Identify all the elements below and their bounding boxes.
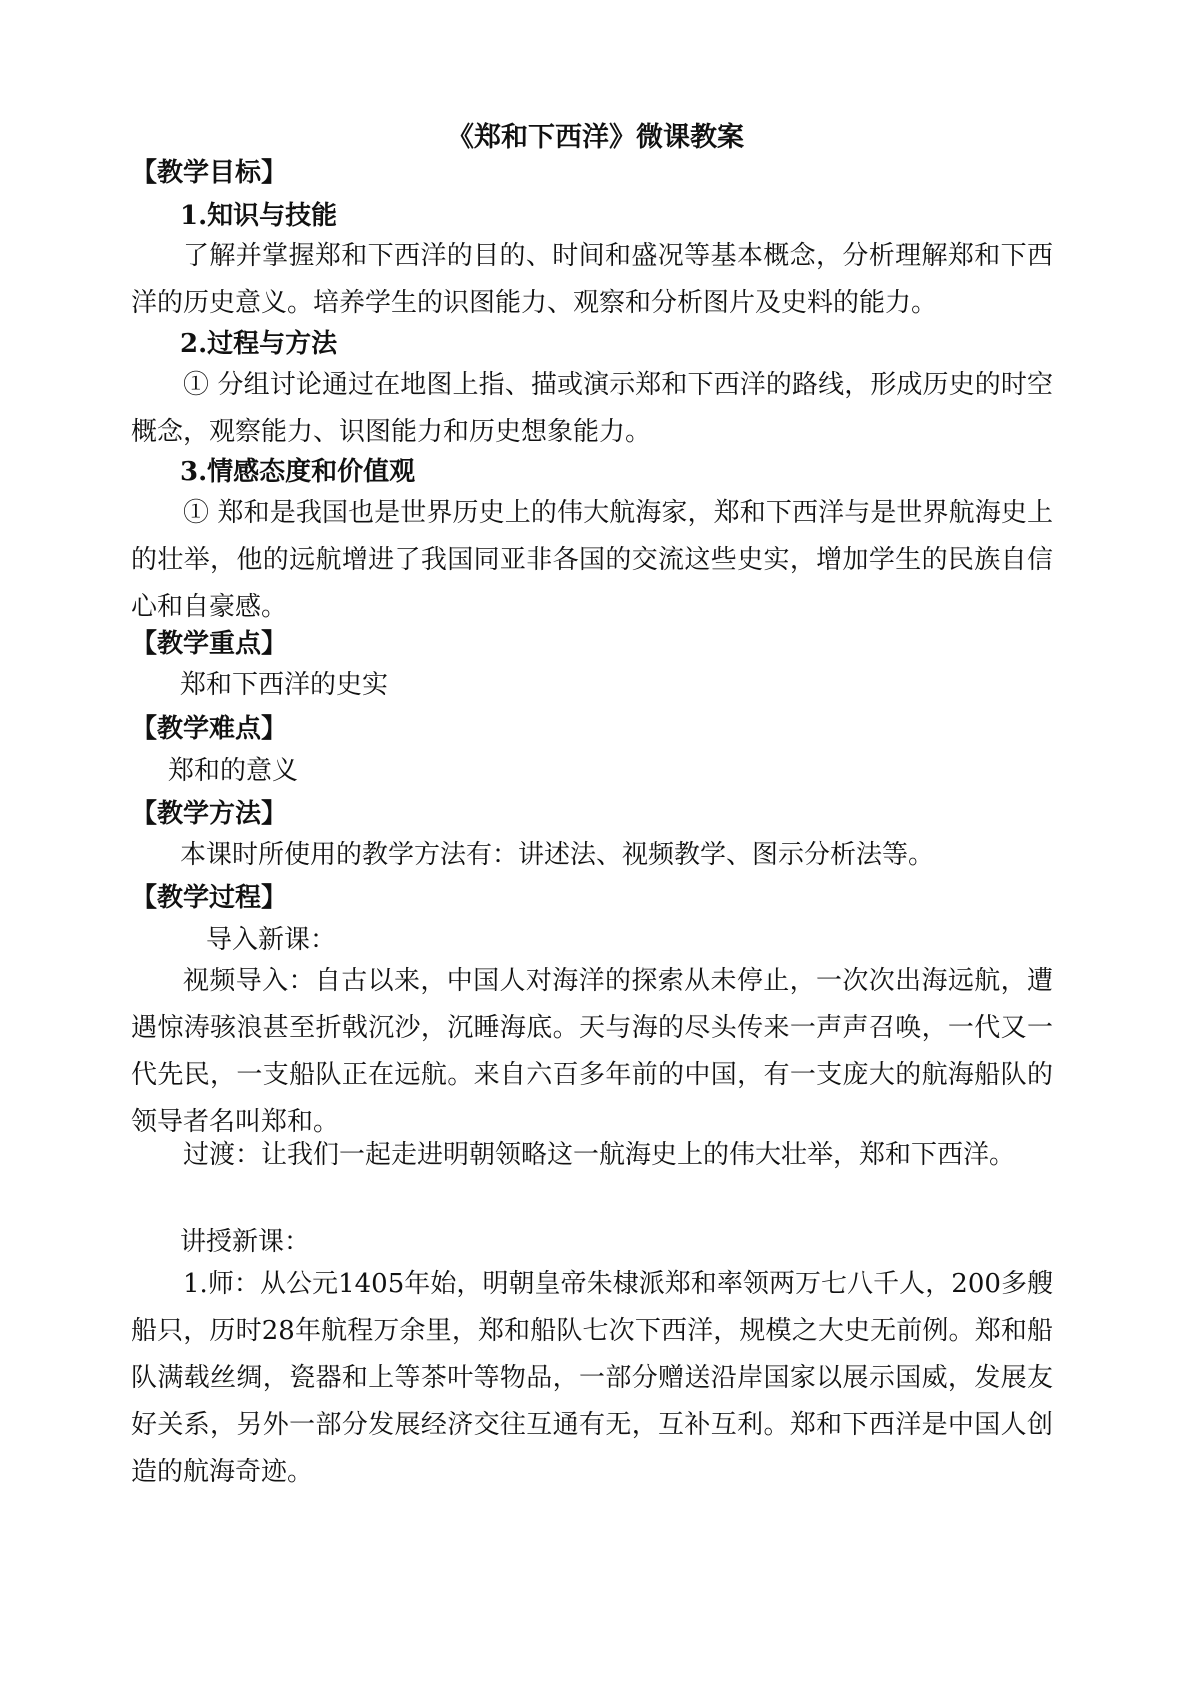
paragraph-video-intro: 视频导入：自古以来，中国人对海洋的探索从未停止，一次次出海远航，遭遇惊涛骇浪甚至折戟沉沙，沉睡海底。天与海的尽头传来一声声召唤，一代又一代先民，一支船队正在远航。来自六百多年前的中国，有一支庞大的航海船队的领导者名叫郑和。 [131,966,1053,1137]
paragraph-process: ① 分组讨论通过在地图上指、描或演示郑和下西洋的路线，形成历史的时空概念，观察能力、识图能力和历史想象能力。 [131,370,1053,447]
heading-key-point: 【教学重点】 [131,629,288,659]
paragraph-teacher-1: 1.师：从公元1405年始，明朝皇帝朱棣派郑和率领两万七八千人，200多艘船只，历时28年航程万余里，郑和船队七次下西洋，规模之大史无前例。郑和船队满载丝绸，瓷器和上等茶叶等物品，一部分赠送沿岸国家以展示国威，发展友好关系，另外一部分发展经济交往互通有无，互补互利。郑和下西洋是中国人创造的航海奇迹。 [131,1269,1053,1487]
subheading-process: 2.过程与方法 [180,329,338,359]
heading-objectives: 【教学目标】 [131,158,288,188]
heading-process-section: 【教学过程】 [131,883,288,913]
new-lesson-label: 讲授新课： [180,1227,311,1257]
paragraph-knowledge: 了解并掌握郑和下西洋的目的、时间和盛况等基本概念，分析理解郑和下西洋的历史意义。培养学生的识图能力、观察和分析图片及史料的能力。 [131,241,1053,318]
key-point-text: 郑和下西洋的史实 [180,670,389,700]
method-text: 本课时所使用的教学方法有：讲述法、视频教学、图示分析法等。 [180,840,935,870]
subheading-knowledge: 1.知识与技能 [180,201,338,231]
intro-label: 导入新课： [206,925,337,955]
heading-difficulty: 【教学难点】 [131,714,288,744]
subheading-values: 3.情感态度和价值观 [180,457,416,487]
difficulty-text: 郑和的意义 [168,756,299,786]
paragraph-transition: 过渡：让我们一起走进明朝领略这一航海史上的伟大壮举，郑和下西洋。 [183,1140,1016,1170]
document-title: 《郑和下西洋》微课教案 [447,122,744,153]
paragraph-values: ① 郑和是我国也是世界历史上的伟大航海家，郑和下西洋与是世界航海史上的壮举，他的远航增进了我国同亚非各国的交流这些史实，增加学生的民族自信心和自豪感。 [131,498,1053,622]
heading-method: 【教学方法】 [131,799,288,829]
